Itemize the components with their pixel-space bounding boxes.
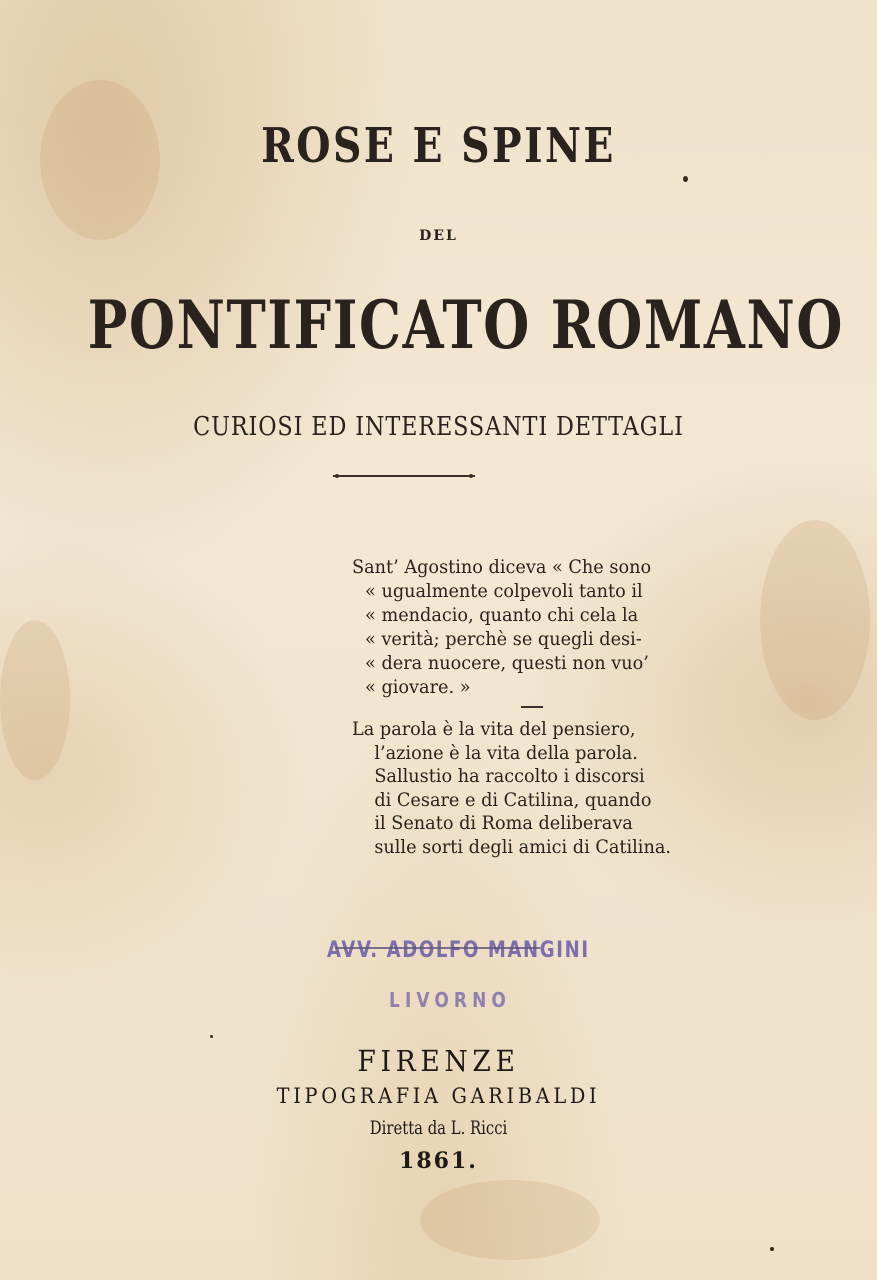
paragraph-line: di Cesare e di Catilina, quando [374,788,652,811]
main-title-second-line: PONTIFICATO ROMANO [87,286,844,364]
paper-stain [420,1180,600,1260]
quote-line: Sant’ Agostino diceva « Che sono [352,556,652,578]
paragraph-line: l’azione è la vita della parola. [374,741,638,764]
owner-stamp-name: AVV. ADOLFO MANGINI [327,938,590,963]
paragraph-line: sulle sorti degli amici di Catilina. [374,835,672,858]
epigraph-paragraph [352,718,712,859]
paper-stain [0,620,70,780]
quote-line: « giovare. » [365,676,471,698]
ink-speck [770,1247,774,1251]
paragraph-line: La parola è la vita del pensiero, [352,718,636,740]
quote-line: « ugualmente colpevoli tanto il [365,580,643,602]
quote-line: « mendacio, quanto chi cela la [365,604,639,626]
main-title: ROSE E SPINE [261,118,616,174]
imprint-director: Diretta da L. Ricci [369,1117,508,1139]
subtitle: CURIOSI ED INTERESSANTI DETTAGLI [193,412,684,442]
ink-speck [210,1035,213,1038]
ornamental-rule [333,475,475,477]
quote-line: « verità; perchè se quegli desi- [365,628,642,650]
paper-stain [760,520,870,720]
owner-stamp-city: LIVORNO [389,988,511,1012]
quote-line: « dera nuocere, questi non vuo’ [365,652,649,674]
imprint-year: 1861. [399,1148,478,1174]
short-divider [521,706,543,708]
paragraph-line: il Senato di Roma deliberava [374,812,633,834]
paragraph-line: Sallustio ha raccolto i discorsi [374,765,645,787]
imprint-city: FIRENZE [357,1044,520,1078]
epigraph-quote [352,555,712,699]
title-connector: DEL [419,228,458,244]
ink-speck [683,176,688,182]
imprint-printer: TIPOGRAFIA GARIBALDI [276,1084,601,1108]
